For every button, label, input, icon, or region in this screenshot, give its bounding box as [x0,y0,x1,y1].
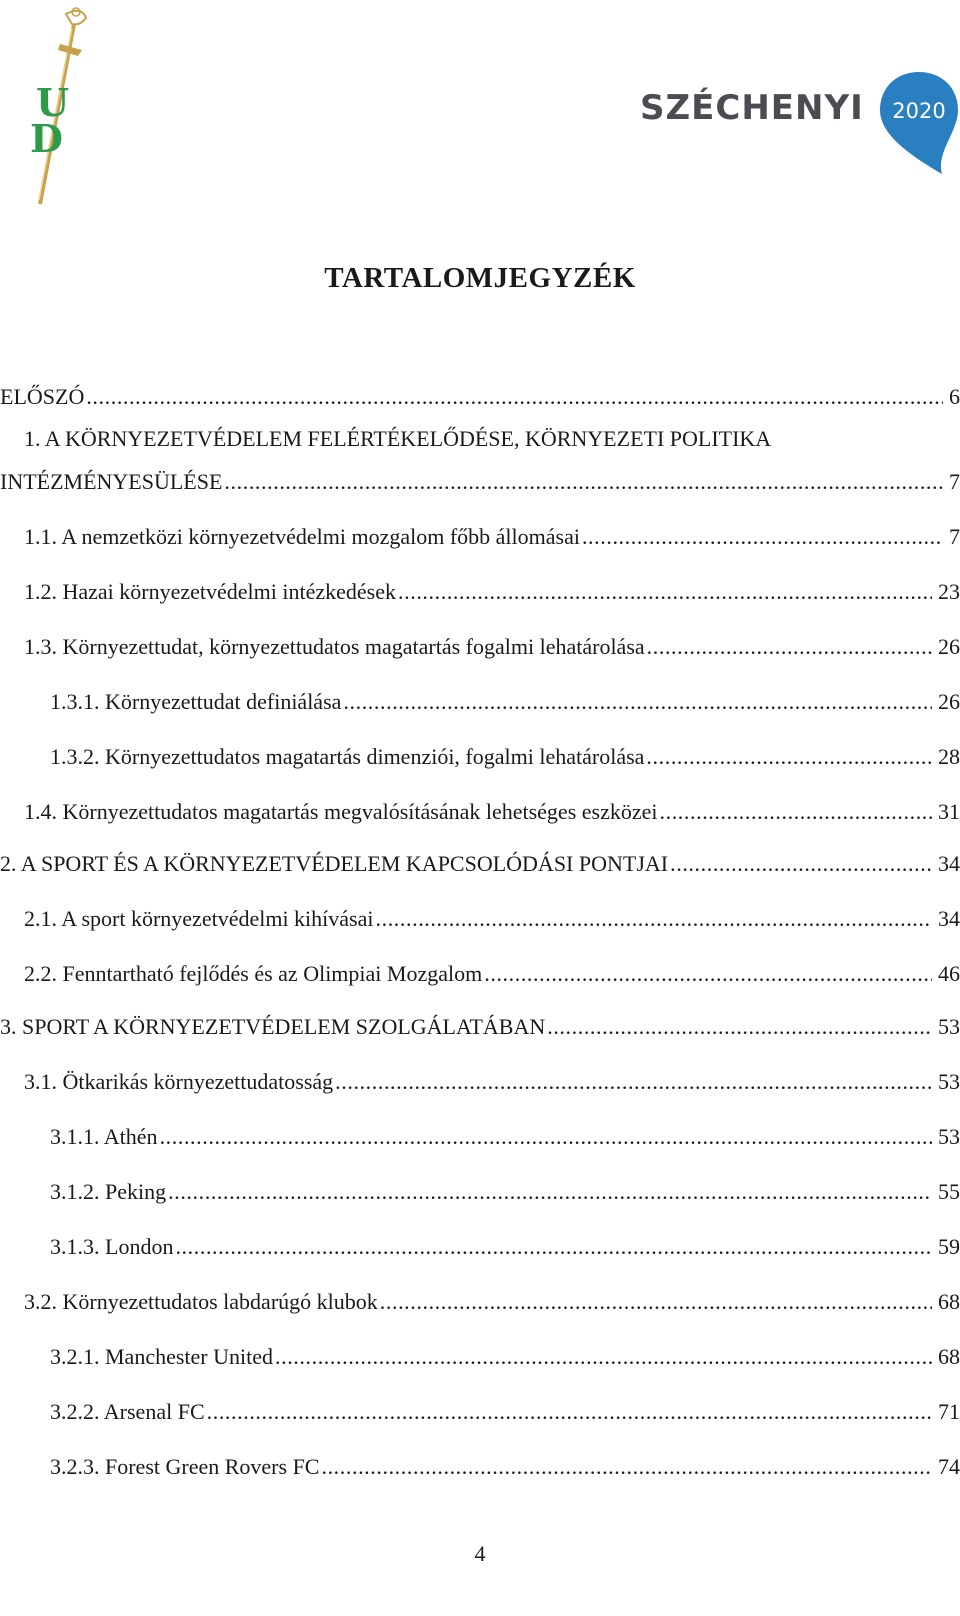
toc-entry-page: 71 [938,1399,960,1424]
toc-leader-dots [275,1342,932,1372]
toc-entry-label: 3.1.3. London [50,1234,174,1259]
toc-entry-heading-line[interactable]: 1. A KÖRNYEZETVÉDELEM FELÉRTÉKELŐDÉSE, KÖRNYEZETI POLITIKA [24,426,772,451]
toc-entry-page: 28 [938,744,960,769]
toc-leader-dots [646,742,932,772]
toc-entry-page: 6 [949,384,960,409]
toc-leader-dots [547,1012,932,1042]
toc-entry[interactable] [0,467,960,497]
toc-entry-label: 1.4. Környezettudatos magatartás megvalósításának lehetséges eszközei [24,799,658,824]
toc-entry[interactable] [50,1177,960,1207]
toc-entry-page: 31 [938,799,960,824]
toc-entry[interactable] [24,632,960,662]
toc-entry[interactable] [24,1287,960,1317]
toc-entry-label: 3.2. Környezettudatos labdarúgó klubok [24,1289,378,1314]
toc-entry-page: 68 [938,1344,960,1369]
toc-entry-page: 7 [949,469,960,494]
page-number: 4 [474,1541,486,1566]
toc-entry-page: 53 [938,1069,960,1094]
toc-leader-dots [398,577,932,607]
toc-leader-dots [582,522,943,552]
toc-entry[interactable] [0,1012,960,1042]
toc-entry-label: 3.1.2. Peking [50,1179,167,1204]
toc-entry-label: 3.2.3. Forest Green Rovers FC [50,1454,320,1479]
toc-entry-label: 2.2. Fenntartható fejlődés és az Olimpiai Mozgalom [24,961,483,986]
toc-entry-page: 26 [938,634,960,659]
toc-entry-page: 23 [938,579,960,604]
toc-leader-dots [647,632,932,662]
toc-entry-page: 34 [938,851,960,876]
toc-leader-dots [343,687,932,717]
toc-entry[interactable] [24,522,960,552]
toc-entry-page: 53 [938,1124,960,1149]
toc-entry[interactable] [50,1397,960,1427]
svg-text:D: D [30,116,63,161]
toc-entry-label: 2.1. A sport környezetvédelmi kihívásai [24,906,374,931]
toc-entry-label: ELŐSZÓ [0,384,85,409]
toc-leader-dots [224,467,943,497]
toc-entry[interactable] [0,382,960,412]
toc-entry-page: 55 [938,1179,960,1204]
toc-leader-dots [321,1452,932,1482]
toc-entry[interactable] [0,849,960,879]
toc-entry-page: 46 [938,961,960,986]
toc-leader-dots [376,904,933,934]
toc-entry-label: 3.2.2. Arsenal FC [50,1399,205,1424]
toc-entry[interactable] [24,1067,960,1097]
toc-entry-page: 74 [938,1454,960,1479]
toc-entry-label: 2. A SPORT ÉS A KÖRNYEZETVÉDELEM KAPCSOLÓDÁSI PONTJAI [0,851,669,876]
toc-entry-label: 3.1. Ötkarikás környezettudatosság [24,1069,334,1094]
toc-entry-page: 59 [938,1234,960,1259]
toc-entry[interactable] [50,1232,960,1262]
logo-year-text: 2020 [892,99,946,123]
toc-entry[interactable] [50,1342,960,1372]
toc-entry-label: INTÉZMÉNYESÜLÉSE [0,469,223,494]
toc-entry-label: 1.3.2. Környezettudatos magatartás dimenziói, fogalmi lehatárolása [50,744,645,769]
toc-leader-dots [660,797,933,827]
toc-entry[interactable] [24,797,960,827]
toc-entry-page: 68 [938,1289,960,1314]
toc-entry-label: 1.2. Hazai környezetvédelmi intézkedések [24,579,397,604]
toc-leader-dots [380,1287,932,1317]
toc-entry[interactable] [24,959,960,989]
toc-leader-dots [335,1067,932,1097]
toc-leader-dots [670,849,932,879]
toc-title: TARTALOMJEGYZÉK [324,262,636,294]
toc-entry-label: 1.3. Környezettudat, környezettudatos magatartás fogalmi lehatárolása [24,634,645,659]
toc-entry-page: 34 [938,906,960,931]
szechenyi-logo-text: SZÉCHENYI [640,88,864,128]
toc-leader-dots [160,1122,932,1152]
toc-entry[interactable] [50,1452,960,1482]
toc-entry[interactable] [50,687,960,717]
svg-text:U: U [36,80,70,125]
toc-leader-dots [484,959,932,989]
toc-entry-label: 3.2.1. Manchester United [50,1344,273,1369]
toc-leader-dots [207,1397,932,1427]
toc-entry[interactable] [24,577,960,607]
toc-entry-label: 1.3.1. Környezettudat definiálása [50,689,342,714]
toc-leader-dots [86,382,943,412]
toc-entry[interactable] [50,742,960,772]
toc-entry-label: 1.1. A nemzetközi környezetvédelmi mozgalom főbb állomásai [24,524,580,549]
toc-entry-label: 3.1.1. Athén [50,1124,158,1149]
toc-entry-page: 7 [949,524,960,549]
toc-leader-dots [175,1232,932,1262]
toc-entry-page: 26 [938,689,960,714]
toc-entry-label: 3. SPORT A KÖRNYEZETVÉDELEM SZOLGÁLATÁBAN [0,1014,546,1039]
toc-entry[interactable] [50,1122,960,1152]
toc-entry-page: 53 [938,1014,960,1039]
toc-leader-dots [168,1177,932,1207]
toc-entry[interactable] [24,904,960,934]
